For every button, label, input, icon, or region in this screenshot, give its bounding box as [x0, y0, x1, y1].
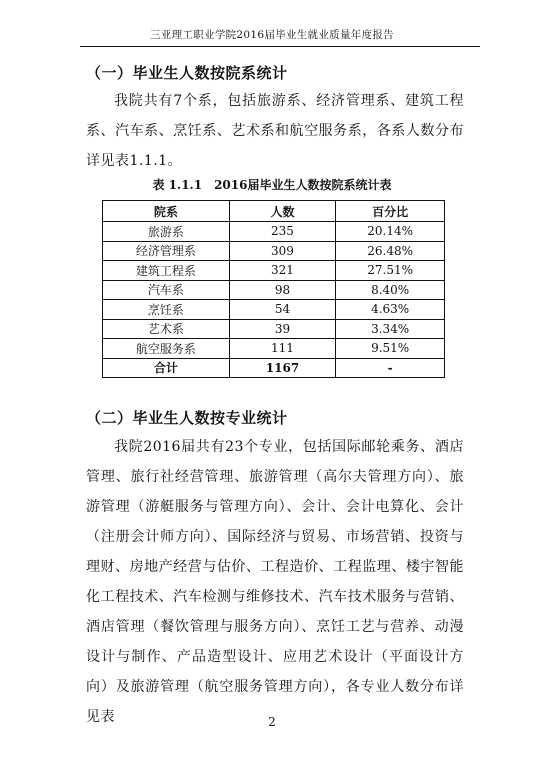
- table-row: [103, 241, 445, 261]
- cell-percentage: 9.51%: [336, 339, 445, 359]
- section-heading-by-major: （二）毕业生人数按专业统计: [86, 409, 288, 427]
- table-row: [103, 280, 445, 300]
- cell-percentage: 20.14%: [336, 222, 445, 242]
- cell-count: 98: [229, 280, 336, 300]
- cell-total-percentage: -: [336, 358, 445, 378]
- cell-total-count: 1167: [229, 358, 336, 378]
- cell-department: 航空服务系: [103, 339, 230, 359]
- department-statistics-table: [102, 200, 445, 378]
- cell-count: 39: [229, 319, 336, 339]
- cell-department: 建筑工程系: [103, 261, 230, 281]
- cell-count: 54: [229, 300, 336, 320]
- running-header: 三亚理工职业学院2016届毕业生就业质量年度报告: [150, 29, 394, 41]
- column-header-count: 人数: [229, 201, 336, 222]
- cell-department: 烹饪系: [103, 300, 230, 320]
- cell-percentage: 8.40%: [336, 280, 445, 300]
- table-caption: 表 1.1.1 2016届毕业生人数按院系统计表: [152, 178, 392, 192]
- cell-department: 旅游系: [103, 222, 230, 242]
- cell-percentage: 26.48%: [336, 241, 445, 261]
- cell-percentage: 4.63%: [336, 300, 445, 320]
- cell-count: 309: [229, 241, 336, 261]
- cell-count: 321: [229, 261, 336, 281]
- table-row: [103, 300, 445, 320]
- table-header-row: [103, 201, 445, 222]
- header-rule: [80, 46, 480, 47]
- cell-percentage: 3.34%: [336, 319, 445, 339]
- table-row: [103, 319, 445, 339]
- column-header-department: 院系: [103, 201, 230, 222]
- table-row: [103, 339, 445, 359]
- department-intro-paragraph: 我院共有7个系，包括旅游系、经济管理系、建筑工程系、汽车系、烹饪系、艺术系和航空服务系，各系人数分布详见表1.1.1。: [86, 93, 464, 169]
- cell-department: 艺术系: [103, 319, 230, 339]
- major-intro-paragraph: 我院2016届共有23个专业，包括国际邮轮乘务、酒店管理、旅行社经营管理、旅游管理（高尔夫管理方向）、旅游管理（游艇服务与管理方向）、会计、会计电算化、会计（注册会计师方向）、国际经济与贸易、市场营销、投资与理财、房地产经营与估价、工程造价、工程监理、楼宇智能化工程技术、汽车检测与维修技术、汽车技术服务与营销、酒店管理（餐饮管理与服务方向）、烹饪工艺与营养、动漫设计与制作、产品造型设计、应用艺术设计（平面设计方向）及旅游管理（航空服务管理方向），各专业人数分布详见表: [86, 439, 464, 725]
- cell-count: 111: [229, 339, 336, 359]
- page-number: 2: [268, 715, 276, 729]
- column-header-percentage: 百分比: [336, 201, 445, 222]
- cell-department: 汽车系: [103, 280, 230, 300]
- table-row: [103, 222, 445, 242]
- cell-count: 235: [229, 222, 336, 242]
- cell-total-label: 合计: [103, 358, 230, 378]
- cell-department: 经济管理系: [103, 241, 230, 261]
- section-heading-by-department: （一）毕业生人数按院系统计: [86, 64, 288, 82]
- cell-percentage: 27.51%: [336, 261, 445, 281]
- table-total-row: [103, 358, 445, 378]
- table-row: [103, 261, 445, 281]
